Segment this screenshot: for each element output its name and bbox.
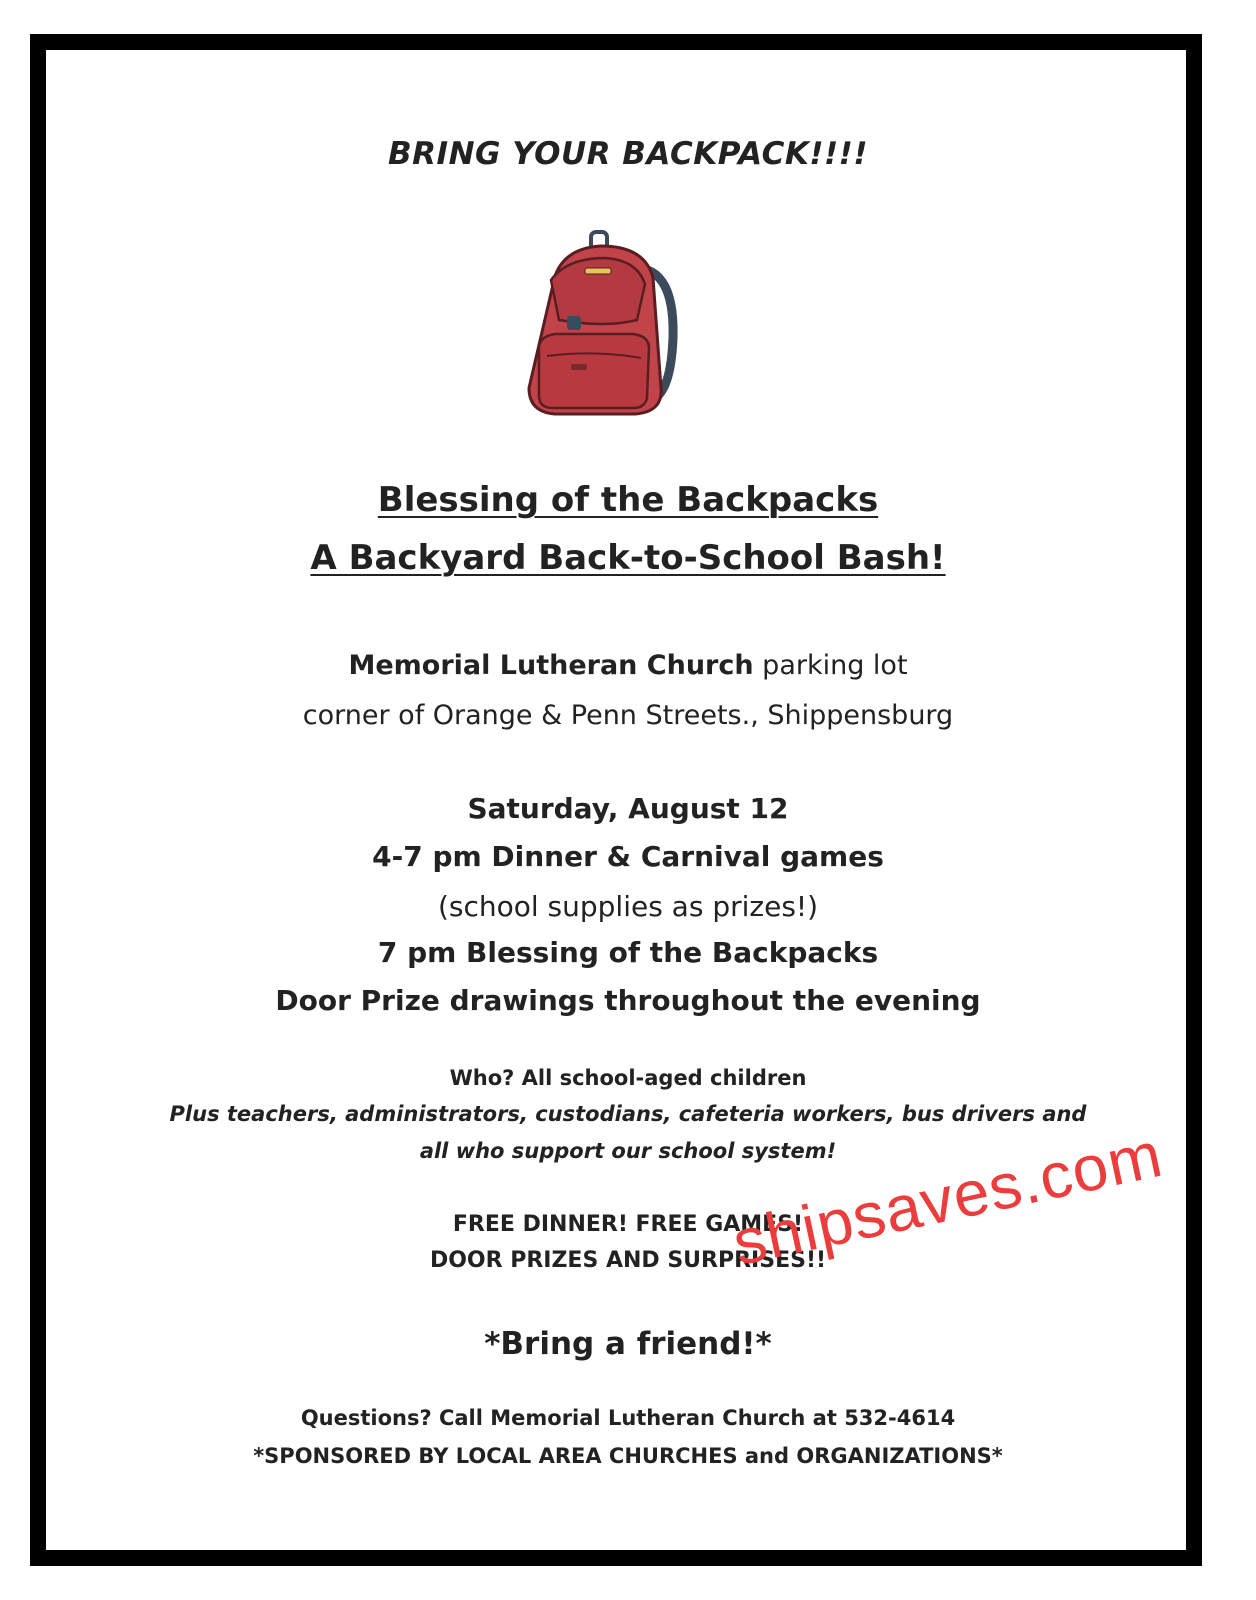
who-plus-line: Plus teachers, administrators, custodians, cafeteria workers, bus drivers and — [169, 1102, 1087, 1126]
location-line — [0, 650, 1256, 681]
church-name: Memorial Lutheran Church — [348, 650, 754, 681]
bring-friend: *Bring a friend!* — [484, 1326, 772, 1362]
event-date: Saturday, August 12 — [467, 792, 789, 825]
headline: BRING YOUR BACKPACK!!!! — [388, 136, 868, 172]
location-suffix: parking lot — [753, 650, 908, 681]
dinner-time: 4-7 pm Dinner & Carnival games — [372, 840, 884, 873]
sponsored-line: *SPONSORED BY LOCAL AREA CHURCHES and ORGANIZATIONS* — [253, 1444, 1003, 1468]
event-title: Blessing of the Backpacks — [377, 480, 879, 520]
door-prize-line: Door Prize drawings throughout the evening — [275, 984, 981, 1017]
free-line-1: FREE DINNER! FREE GAMES! — [452, 1212, 804, 1237]
event-subtitle: A Backyard Back-to-School Bash! — [310, 538, 946, 578]
watermark: shipsaves.com — [726, 1117, 1169, 1280]
who-support-line: all who support our school system! — [419, 1139, 837, 1163]
backpack-icon — [515, 228, 685, 428]
free-line-2: DOOR PRIZES AND SURPRISES!! — [429, 1248, 827, 1273]
blessing-time: 7 pm Blessing of the Backpacks — [377, 936, 879, 969]
who-line: Who? All school-aged children — [449, 1066, 807, 1090]
prizes-note: (school supplies as prizes!) — [437, 890, 819, 923]
address-line: corner of Orange & Penn Streets., Shippensburg — [302, 700, 954, 731]
questions-line: Questions? Call Memorial Lutheran Church at 532-4614 — [300, 1406, 956, 1430]
